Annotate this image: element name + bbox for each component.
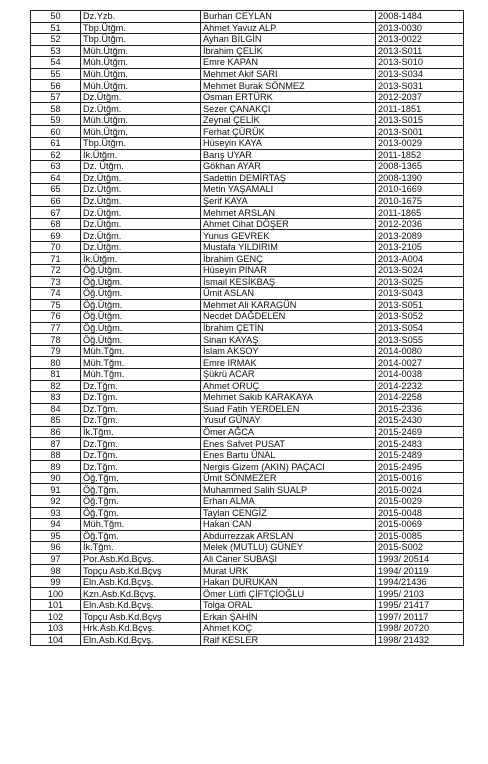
row-number-cell: 51 bbox=[31, 22, 81, 34]
registry-number-cell: 2015-0016 bbox=[376, 472, 464, 484]
registry-number-cell: 1994/21436 bbox=[376, 576, 464, 588]
rank-cell: Müh.Ütğm. bbox=[81, 114, 201, 126]
table-row bbox=[31, 438, 464, 450]
registry-number-cell: 1998/ 20720 bbox=[376, 622, 464, 634]
row-number-cell: 50 bbox=[31, 11, 81, 23]
registry-number-cell: 2011-1852 bbox=[376, 149, 464, 161]
row-number-cell: 65 bbox=[31, 184, 81, 196]
table-row bbox=[31, 207, 464, 219]
full-name-cell: Nergis Gizem (AKIN) PAÇACI bbox=[201, 461, 376, 473]
rank-cell: Eln.Asb.Kd.Bçvş. bbox=[81, 576, 201, 588]
full-name-cell: Erkan ŞAHİN bbox=[201, 611, 376, 623]
table-row bbox=[31, 114, 464, 126]
registry-number-cell: 2015-S002 bbox=[376, 542, 464, 554]
table-row bbox=[31, 484, 464, 496]
registry-number-cell: 2015-0069 bbox=[376, 519, 464, 531]
rank-cell: Öğ.Ütğm. bbox=[81, 322, 201, 334]
full-name-cell: Sadettin DEMİRTAŞ bbox=[201, 172, 376, 184]
personnel-table-body bbox=[31, 11, 464, 646]
table-row bbox=[31, 161, 464, 173]
row-number-cell: 56 bbox=[31, 80, 81, 92]
rank-cell: Dz.Ütğm. bbox=[81, 207, 201, 219]
full-name-cell: Emre KAPAN bbox=[201, 57, 376, 69]
rank-cell: Müh.Tğm. bbox=[81, 357, 201, 369]
rank-cell: Tbp.Ütğm. bbox=[81, 22, 201, 34]
rank-cell: Müh.Ütğm. bbox=[81, 68, 201, 80]
full-name-cell: İbrahim ÇETİN bbox=[201, 322, 376, 334]
rank-cell: Dz.Ütğm. bbox=[81, 241, 201, 253]
row-number-cell: 79 bbox=[31, 345, 81, 357]
table-row bbox=[31, 588, 464, 600]
row-number-cell: 82 bbox=[31, 380, 81, 392]
registry-number-cell: 2013-S010 bbox=[376, 57, 464, 69]
row-number-cell: 87 bbox=[31, 438, 81, 450]
full-name-cell: Ahmet Cihat DÖŞER bbox=[201, 218, 376, 230]
rank-cell: Öğ.Ütğm. bbox=[81, 265, 201, 277]
registry-number-cell: 2013-S001 bbox=[376, 126, 464, 138]
full-name-cell: İsmail KESİKBAŞ bbox=[201, 276, 376, 288]
rank-cell: Müh.Tğm. bbox=[81, 519, 201, 531]
registry-number-cell: 2014-2232 bbox=[376, 380, 464, 392]
full-name-cell: Ömer AĞCA bbox=[201, 426, 376, 438]
row-number-cell: 76 bbox=[31, 311, 81, 323]
registry-number-cell: 1998/ 21432 bbox=[376, 634, 464, 646]
registry-number-cell: 2015-0085 bbox=[376, 530, 464, 542]
table-row bbox=[31, 80, 464, 92]
table-row bbox=[31, 565, 464, 577]
full-name-cell: Muhammed Salih SUALP bbox=[201, 484, 376, 496]
full-name-cell: Enes Bartu ÜNAL bbox=[201, 449, 376, 461]
full-name-cell: Ayhan BİLGİN bbox=[201, 34, 376, 46]
rank-cell: Müh.Ütğm. bbox=[81, 80, 201, 92]
row-number-cell: 96 bbox=[31, 542, 81, 554]
row-number-cell: 101 bbox=[31, 599, 81, 611]
registry-number-cell: 2014-2258 bbox=[376, 392, 464, 404]
full-name-cell: Mustafa YILDIRIM bbox=[201, 241, 376, 253]
table-row bbox=[31, 57, 464, 69]
table-row bbox=[31, 322, 464, 334]
full-name-cell: Ahmet KOÇ bbox=[201, 622, 376, 634]
full-name-cell: Yusuf GÜNAY bbox=[201, 415, 376, 427]
table-row bbox=[31, 265, 464, 277]
registry-number-cell: 1994/ 20119 bbox=[376, 565, 464, 577]
full-name-cell: Taylan CENGİZ bbox=[201, 507, 376, 519]
row-number-cell: 60 bbox=[31, 126, 81, 138]
registry-number-cell: 2014-0027 bbox=[376, 357, 464, 369]
row-number-cell: 66 bbox=[31, 195, 81, 207]
rank-cell: Dz.Tğm. bbox=[81, 380, 201, 392]
rank-cell: Eln.Asb.Kd.Bçvş. bbox=[81, 599, 201, 611]
full-name-cell: Zeynal ÇELİK bbox=[201, 114, 376, 126]
table-row bbox=[31, 288, 464, 300]
rank-cell: Dz.Tğm. bbox=[81, 438, 201, 450]
full-name-cell: Ahmet Yavuz ALP bbox=[201, 22, 376, 34]
registry-number-cell: 2013-S052 bbox=[376, 311, 464, 323]
row-number-cell: 68 bbox=[31, 218, 81, 230]
registry-number-cell: 2013-A004 bbox=[376, 253, 464, 265]
rank-cell: Tbp.Ütğm. bbox=[81, 138, 201, 150]
rank-cell: Öğ.Ütğm. bbox=[81, 311, 201, 323]
registry-number-cell: 2013-S015 bbox=[376, 114, 464, 126]
full-name-cell: Hüseyin PINAR bbox=[201, 265, 376, 277]
row-number-cell: 54 bbox=[31, 57, 81, 69]
table-row bbox=[31, 34, 464, 46]
rank-cell: Dz.Tğm. bbox=[81, 403, 201, 415]
registry-number-cell: 2013-S043 bbox=[376, 288, 464, 300]
row-number-cell: 99 bbox=[31, 576, 81, 588]
row-number-cell: 81 bbox=[31, 368, 81, 380]
row-number-cell: 91 bbox=[31, 484, 81, 496]
rank-cell: Dz.Yzb. bbox=[81, 11, 201, 23]
row-number-cell: 98 bbox=[31, 565, 81, 577]
rank-cell: Dz.Ütğm. bbox=[81, 103, 201, 115]
full-name-cell: Osman ERTÜRK bbox=[201, 91, 376, 103]
rank-cell: Kzn.Asb.Kd.Bçvş. bbox=[81, 588, 201, 600]
row-number-cell: 59 bbox=[31, 114, 81, 126]
rank-cell: Öğ.Ütğm. bbox=[81, 288, 201, 300]
table-row bbox=[31, 415, 464, 427]
row-number-cell: 71 bbox=[31, 253, 81, 265]
registry-number-cell: 2014-0038 bbox=[376, 368, 464, 380]
table-row bbox=[31, 11, 464, 23]
full-name-cell: Ümit SÖNMEZER bbox=[201, 472, 376, 484]
full-name-cell: Burhan CEYLAN bbox=[201, 11, 376, 23]
row-number-cell: 93 bbox=[31, 507, 81, 519]
rank-cell: Öğ.Ütğm. bbox=[81, 276, 201, 288]
table-row bbox=[31, 634, 464, 646]
row-number-cell: 104 bbox=[31, 634, 81, 646]
registry-number-cell: 2013-0030 bbox=[376, 22, 464, 34]
registry-number-cell: 2015-2430 bbox=[376, 415, 464, 427]
table-row bbox=[31, 461, 464, 473]
full-name-cell: Melek (MUTLU) GÜNEY bbox=[201, 542, 376, 554]
row-number-cell: 85 bbox=[31, 415, 81, 427]
row-number-cell: 97 bbox=[31, 553, 81, 565]
table-row bbox=[31, 426, 464, 438]
rank-cell: Dz.Ütğm. bbox=[81, 172, 201, 184]
row-number-cell: 57 bbox=[31, 91, 81, 103]
row-number-cell: 63 bbox=[31, 161, 81, 173]
table-row bbox=[31, 392, 464, 404]
rank-cell: Dz.Ütğm. bbox=[81, 218, 201, 230]
table-row bbox=[31, 103, 464, 115]
rank-cell: Dz. Ütğm. bbox=[81, 161, 201, 173]
rank-cell: Öğ.Tğm. bbox=[81, 472, 201, 484]
table-row bbox=[31, 172, 464, 184]
full-name-cell: Raif KESLER bbox=[201, 634, 376, 646]
registry-number-cell: 2015-2483 bbox=[376, 438, 464, 450]
rank-cell: Topçu Asb.Kd.Bçvş bbox=[81, 611, 201, 623]
full-name-cell: Şerif KAYA bbox=[201, 195, 376, 207]
row-number-cell: 55 bbox=[31, 68, 81, 80]
registry-number-cell: 2011-1851 bbox=[376, 103, 464, 115]
rank-cell: Dz.Tğm. bbox=[81, 415, 201, 427]
rank-cell: İk.Ütğm. bbox=[81, 149, 201, 161]
full-name-cell: Mehmet Ali KARAGÜN bbox=[201, 299, 376, 311]
registry-number-cell: 2013-S055 bbox=[376, 334, 464, 346]
registry-number-cell: 2010-1669 bbox=[376, 184, 464, 196]
registry-number-cell: 2008-1365 bbox=[376, 161, 464, 173]
registry-number-cell: 2008-1484 bbox=[376, 11, 464, 23]
registry-number-cell: 1997/ 20117 bbox=[376, 611, 464, 623]
registry-number-cell: 2015-2489 bbox=[376, 449, 464, 461]
table-row bbox=[31, 507, 464, 519]
full-name-cell: Hakan DURUKAN bbox=[201, 576, 376, 588]
registry-number-cell: 2013-S034 bbox=[376, 68, 464, 80]
full-name-cell: Mehmet Sakıb KARAKAYA bbox=[201, 392, 376, 404]
registry-number-cell: 2013-S024 bbox=[376, 265, 464, 277]
rank-cell: Hrk.Asb.Kd.Bçvş. bbox=[81, 622, 201, 634]
row-number-cell: 64 bbox=[31, 172, 81, 184]
row-number-cell: 75 bbox=[31, 299, 81, 311]
full-name-cell: İbrahim ÇELİK bbox=[201, 45, 376, 57]
row-number-cell: 72 bbox=[31, 265, 81, 277]
rank-cell: Müh.Tğm. bbox=[81, 368, 201, 380]
table-row bbox=[31, 68, 464, 80]
rank-cell: Müh.Ütğm. bbox=[81, 126, 201, 138]
registry-number-cell: 2013-2089 bbox=[376, 230, 464, 242]
table-row bbox=[31, 449, 464, 461]
full-name-cell: Mehmet Burak SÖNMEZ bbox=[201, 80, 376, 92]
full-name-cell: Tolga ORAL bbox=[201, 599, 376, 611]
table-row bbox=[31, 299, 464, 311]
table-row bbox=[31, 276, 464, 288]
table-row bbox=[31, 149, 464, 161]
full-name-cell: Barış UYAR bbox=[201, 149, 376, 161]
row-number-cell: 53 bbox=[31, 45, 81, 57]
full-name-cell: Ferhat ÇÜRÜK bbox=[201, 126, 376, 138]
full-name-cell: Erhan ALMA bbox=[201, 495, 376, 507]
full-name-cell: Ali Caner SUBAŞI bbox=[201, 553, 376, 565]
full-name-cell: İbrahim GENÇ bbox=[201, 253, 376, 265]
registry-number-cell: 2015-2336 bbox=[376, 403, 464, 415]
full-name-cell: Mehmet ARSLAN bbox=[201, 207, 376, 219]
table-row bbox=[31, 334, 464, 346]
table-row bbox=[31, 253, 464, 265]
full-name-cell: Sezer ÇANAKÇI bbox=[201, 103, 376, 115]
table-row bbox=[31, 622, 464, 634]
rank-cell: İk.Tğm. bbox=[81, 426, 201, 438]
registry-number-cell: 2015-2469 bbox=[376, 426, 464, 438]
table-row bbox=[31, 495, 464, 507]
row-number-cell: 103 bbox=[31, 622, 81, 634]
registry-number-cell: 2015-2495 bbox=[376, 461, 464, 473]
row-number-cell: 86 bbox=[31, 426, 81, 438]
rank-cell: Müh.Ütğm. bbox=[81, 57, 201, 69]
rank-cell: Öğ.Ütğm. bbox=[81, 299, 201, 311]
full-name-cell: Gökhan AYAR bbox=[201, 161, 376, 173]
full-name-cell: Abdurrezzak ARSLAN bbox=[201, 530, 376, 542]
full-name-cell: Murat URK bbox=[201, 565, 376, 577]
row-number-cell: 88 bbox=[31, 449, 81, 461]
table-row bbox=[31, 472, 464, 484]
row-number-cell: 74 bbox=[31, 288, 81, 300]
rank-cell: Dz.Tğm. bbox=[81, 461, 201, 473]
registry-number-cell: 2013-S025 bbox=[376, 276, 464, 288]
row-number-cell: 77 bbox=[31, 322, 81, 334]
row-number-cell: 95 bbox=[31, 530, 81, 542]
registry-number-cell: 2013-0029 bbox=[376, 138, 464, 150]
rank-cell: Dz.Ütğm. bbox=[81, 91, 201, 103]
row-number-cell: 78 bbox=[31, 334, 81, 346]
table-row bbox=[31, 91, 464, 103]
registry-number-cell: 1995/ 21417 bbox=[376, 599, 464, 611]
rank-cell: Topçu Asb.Kd.Bçvş bbox=[81, 565, 201, 577]
table-row bbox=[31, 368, 464, 380]
registry-number-cell: 2012-2036 bbox=[376, 218, 464, 230]
table-row bbox=[31, 195, 464, 207]
table-row bbox=[31, 22, 464, 34]
row-number-cell: 83 bbox=[31, 392, 81, 404]
row-number-cell: 89 bbox=[31, 461, 81, 473]
full-name-cell: Ahmet ORUÇ bbox=[201, 380, 376, 392]
rank-cell: Dz.Tğm. bbox=[81, 392, 201, 404]
row-number-cell: 58 bbox=[31, 103, 81, 115]
registry-number-cell: 2012-2037 bbox=[376, 91, 464, 103]
personnel-table bbox=[30, 10, 464, 646]
row-number-cell: 69 bbox=[31, 230, 81, 242]
registry-number-cell: 1993/ 20514 bbox=[376, 553, 464, 565]
table-row bbox=[31, 357, 464, 369]
full-name-cell: Yunus GEVREK bbox=[201, 230, 376, 242]
table-row bbox=[31, 138, 464, 150]
row-number-cell: 92 bbox=[31, 495, 81, 507]
registry-number-cell: 2013-S031 bbox=[376, 80, 464, 92]
table-row bbox=[31, 311, 464, 323]
registry-number-cell: 2013-0022 bbox=[376, 34, 464, 46]
table-row bbox=[31, 576, 464, 588]
registry-number-cell: 2013-S051 bbox=[376, 299, 464, 311]
row-number-cell: 94 bbox=[31, 519, 81, 531]
table-row bbox=[31, 530, 464, 542]
registry-number-cell: 2014-0080 bbox=[376, 345, 464, 357]
full-name-cell: Ömer Lütfi ÇİFTÇİOĞLU bbox=[201, 588, 376, 600]
row-number-cell: 80 bbox=[31, 357, 81, 369]
table-row bbox=[31, 184, 464, 196]
table-row bbox=[31, 542, 464, 554]
rank-cell: İk.Ütğm. bbox=[81, 253, 201, 265]
table-row bbox=[31, 403, 464, 415]
full-name-cell: Hüseyin KAYA bbox=[201, 138, 376, 150]
rank-cell: Dz.Ütğm. bbox=[81, 195, 201, 207]
rank-cell: Öğ.Ütğm. bbox=[81, 334, 201, 346]
table-row bbox=[31, 126, 464, 138]
row-number-cell: 67 bbox=[31, 207, 81, 219]
table-row bbox=[31, 611, 464, 623]
table-row bbox=[31, 230, 464, 242]
rank-cell: Dz.Ütğm. bbox=[81, 184, 201, 196]
rank-cell: Dz.Ütğm. bbox=[81, 230, 201, 242]
rank-cell: Öğ.Tğm. bbox=[81, 530, 201, 542]
registry-number-cell: 2015-0048 bbox=[376, 507, 464, 519]
rank-cell: Müh.Tğm. bbox=[81, 345, 201, 357]
rank-cell: Eln.Asb.Kd.Bçvş. bbox=[81, 634, 201, 646]
table-row bbox=[31, 599, 464, 611]
row-number-cell: 61 bbox=[31, 138, 81, 150]
registry-number-cell: 2010-1675 bbox=[376, 195, 464, 207]
full-name-cell: Hakan CAN bbox=[201, 519, 376, 531]
row-number-cell: 102 bbox=[31, 611, 81, 623]
rank-cell: Öğ.Tğm. bbox=[81, 495, 201, 507]
rank-cell: Öğ.Tğm. bbox=[81, 507, 201, 519]
rank-cell: Por.Asb.Kd.Bçvş. bbox=[81, 553, 201, 565]
rank-cell: Müh.Ütğm. bbox=[81, 45, 201, 57]
row-number-cell: 62 bbox=[31, 149, 81, 161]
registry-number-cell: 2011-1865 bbox=[376, 207, 464, 219]
row-number-cell: 84 bbox=[31, 403, 81, 415]
table-row bbox=[31, 345, 464, 357]
registry-number-cell: 1995/ 2103 bbox=[376, 588, 464, 600]
full-name-cell: Necdet DAĞDELEN bbox=[201, 311, 376, 323]
row-number-cell: 70 bbox=[31, 241, 81, 253]
table-row bbox=[31, 241, 464, 253]
registry-number-cell: 2008-1390 bbox=[376, 172, 464, 184]
row-number-cell: 73 bbox=[31, 276, 81, 288]
full-name-cell: Mehmet Akif SARI bbox=[201, 68, 376, 80]
rank-cell: Dz.Tğm. bbox=[81, 449, 201, 461]
table-row bbox=[31, 218, 464, 230]
registry-number-cell: 2013-S011 bbox=[376, 45, 464, 57]
table-row bbox=[31, 45, 464, 57]
registry-number-cell: 2013-2105 bbox=[376, 241, 464, 253]
rank-cell: İk.Tğm. bbox=[81, 542, 201, 554]
full-name-cell: Suad Fatih YERDELEN bbox=[201, 403, 376, 415]
table-row bbox=[31, 519, 464, 531]
row-number-cell: 52 bbox=[31, 34, 81, 46]
full-name-cell: Enes Safvet PUSAT bbox=[201, 438, 376, 450]
rank-cell: Öğ.Tğm. bbox=[81, 484, 201, 496]
table-row bbox=[31, 553, 464, 565]
full-name-cell: Şükrü ACAR bbox=[201, 368, 376, 380]
row-number-cell: 90 bbox=[31, 472, 81, 484]
rank-cell: Tbp.Ütğm. bbox=[81, 34, 201, 46]
full-name-cell: İslam AKSOY bbox=[201, 345, 376, 357]
row-number-cell: 100 bbox=[31, 588, 81, 600]
full-name-cell: Metin YAŞAMALI bbox=[201, 184, 376, 196]
full-name-cell: Sinan KAYAŞ bbox=[201, 334, 376, 346]
table-row bbox=[31, 380, 464, 392]
registry-number-cell: 2015-0024 bbox=[376, 484, 464, 496]
registry-number-cell: 2013-S054 bbox=[376, 322, 464, 334]
registry-number-cell: 2015-0029 bbox=[376, 495, 464, 507]
full-name-cell: Emre IRMAK bbox=[201, 357, 376, 369]
full-name-cell: Ümit ASLAN bbox=[201, 288, 376, 300]
